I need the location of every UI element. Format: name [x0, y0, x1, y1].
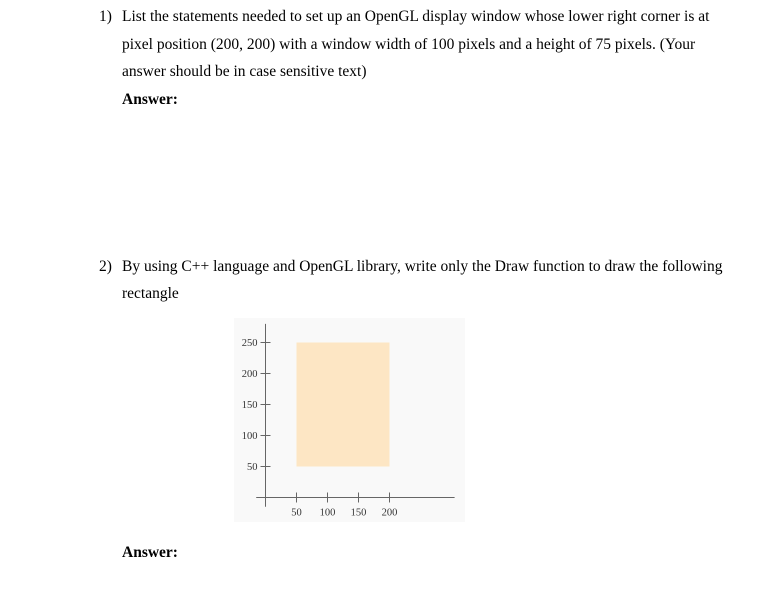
y-tick-label: 200: [241, 369, 258, 380]
question-2-number: 2): [99, 258, 112, 275]
question-1-answer-label: Answer:: [122, 91, 178, 108]
question-1-line-1: List the statements needed to set up an OpenGL display window whose lower right corner is at: [122, 8, 710, 25]
y-tick-label: 100: [241, 431, 258, 442]
x-tick-label: 200: [381, 507, 398, 519]
question-2-answer-label: Answer:: [122, 544, 178, 561]
filled-rectangle: [297, 343, 390, 467]
x-tick-label: 150: [350, 507, 367, 519]
x-tick-label: 100: [319, 507, 336, 519]
y-tick-label: 150: [241, 400, 258, 411]
question-1-line-2: pixel position (200, 200) with a window width of 100 pixels and a height of 75 pixels. (Your: [122, 36, 696, 53]
y-tick-label: 50: [247, 462, 258, 473]
question-2-line-2: rectangle: [122, 285, 179, 302]
y-tick-label: 250: [241, 338, 258, 349]
x-tick-label: 50: [291, 507, 302, 519]
question-2-line-1: By using C++ language and OpenGL library, write only the Draw function to draw the following: [122, 258, 723, 275]
question-1-line-3: answer should be in case sensitive text): [122, 63, 367, 80]
question-1-number: 1): [99, 8, 112, 25]
